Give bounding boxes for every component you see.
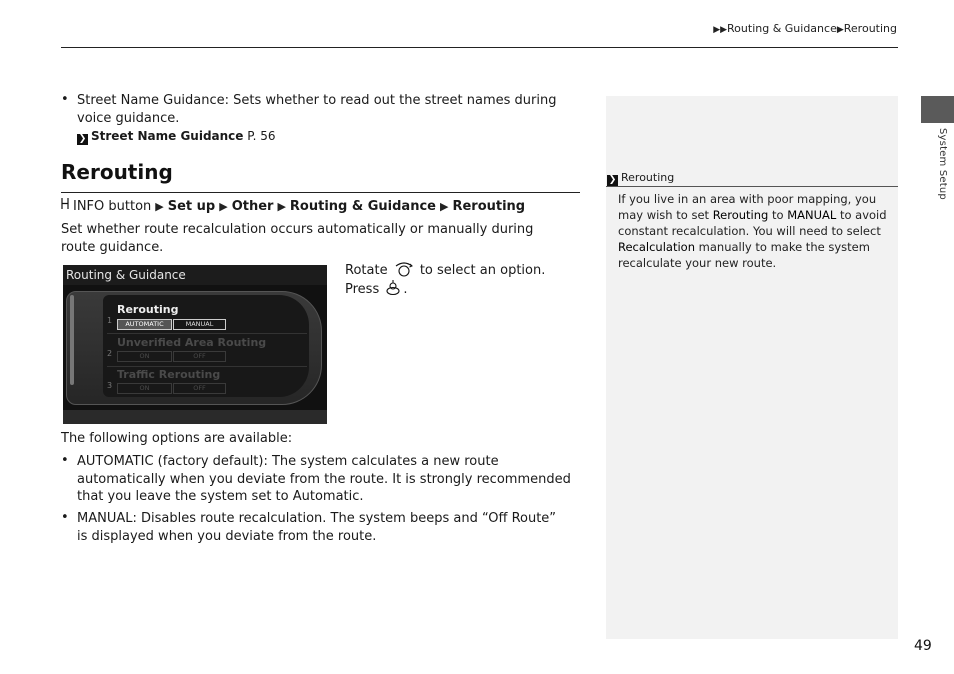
bullet-icon: • <box>61 510 69 525</box>
rotate-instruction: Rotate to select an option. Press . <box>345 263 546 297</box>
intro-xref[interactable] <box>77 129 276 145</box>
option-desc: (factory default): The system calculates a new route automatically when you deviate from the route. It is strongly recommended that you leave the system set to Automatic. <box>77 454 571 504</box>
rotate-knob-icon <box>394 261 414 277</box>
option-term: AUTOMATIC <box>77 454 154 469</box>
screen-divider <box>107 366 307 367</box>
intro-bullet-text <box>77 92 582 127</box>
screen-divider <box>107 333 307 334</box>
bullet-icon: • <box>61 92 69 107</box>
sidebar-text: If you live in an area with poor mapping, you may wish to set Rerouting to MANUAL to avoid constant recalculation. You will need to select Recalculation manually to make the system recalculate your new route. <box>618 192 887 270</box>
nav-path <box>61 197 525 214</box>
sidebar-term: Recalculation <box>618 240 695 254</box>
breadcrumb <box>713 22 897 35</box>
breadcrumb-item[interactable]: Routing & Guidance <box>727 22 837 35</box>
page-number: 49 <box>914 638 932 654</box>
option-automatic <box>77 453 577 506</box>
option-desc: : Disables route recalculation. The system beeps and “Off Route” is displayed when you deviate from the route. <box>77 511 557 544</box>
screen-option-on: ON <box>117 383 172 394</box>
triangle-right-icon: ▶▶ <box>713 25 728 35</box>
sidebar-term: Rerouting <box>712 208 769 222</box>
nav-step: Rerouting <box>452 199 526 214</box>
sidebar-term: MANUAL <box>787 208 837 222</box>
option-manual <box>77 510 567 545</box>
screen-option-automatic: AUTOMATIC <box>117 319 172 330</box>
press-knob-icon <box>385 280 401 296</box>
screen-item-label: Traffic Rerouting <box>117 368 221 381</box>
screen-item-label: Unverified Area Routing <box>117 336 267 349</box>
section-description: Set whether route recalculation occurs automatically or manually during route guidance. <box>61 222 534 255</box>
title-divider <box>61 192 580 193</box>
screen-bottom-strip <box>63 410 327 424</box>
xref-arrow-icon: ❯ <box>608 175 617 185</box>
screen-scrollbar <box>70 295 74 385</box>
xref-label[interactable]: Street Name Guidance <box>91 129 244 143</box>
triangle-right-icon: ▶ <box>277 200 286 213</box>
side-tab-label: System Setup <box>937 128 948 200</box>
screen-item-num: 3 <box>107 381 113 390</box>
bullet-icon: • <box>61 453 69 468</box>
side-tab-marker <box>921 96 954 123</box>
home-h-icon <box>61 197 70 210</box>
screen-option-on: ON <box>117 351 172 362</box>
nav-start: INFO button <box>73 199 152 214</box>
option-term: MANUAL <box>77 511 133 526</box>
breadcrumb-item[interactable]: Rerouting <box>843 22 897 35</box>
screen-item-label: Rerouting <box>117 303 179 316</box>
nav-step: Other <box>231 199 274 214</box>
header-divider <box>61 47 898 48</box>
screen-option-off: OFF <box>173 351 226 362</box>
xref-page: P. 56 <box>243 129 276 143</box>
triangle-right-icon: ▶ <box>219 200 228 213</box>
intro-bullet-desc: : Sets whether to read out the street names during voice guidance. <box>77 93 557 126</box>
intro-bullet-term: Street Name Guidance <box>77 93 225 108</box>
options-intro: The following options are available: <box>61 431 293 446</box>
nav-step: Set up <box>167 199 216 214</box>
nav-step: Routing & Guidance <box>289 199 436 214</box>
triangle-right-icon: ▶ <box>836 25 844 35</box>
screen-item-num: 1 <box>107 316 113 325</box>
section-title: Rerouting <box>61 160 173 184</box>
screen-item-num: 2 <box>107 349 113 358</box>
sidebar-heading: ❯ Rerouting <box>608 171 675 185</box>
triangle-right-icon: ▶ <box>155 200 164 213</box>
screen-header: Routing & Guidance <box>63 265 327 285</box>
sidebar-divider <box>606 186 898 187</box>
screen-option-manual: MANUAL <box>173 319 226 330</box>
xref-arrow-icon: ❯ <box>78 134 87 144</box>
triangle-right-icon: ▶ <box>439 200 449 213</box>
nav-screen-image <box>63 265 327 424</box>
screen-option-off: OFF <box>173 383 226 394</box>
